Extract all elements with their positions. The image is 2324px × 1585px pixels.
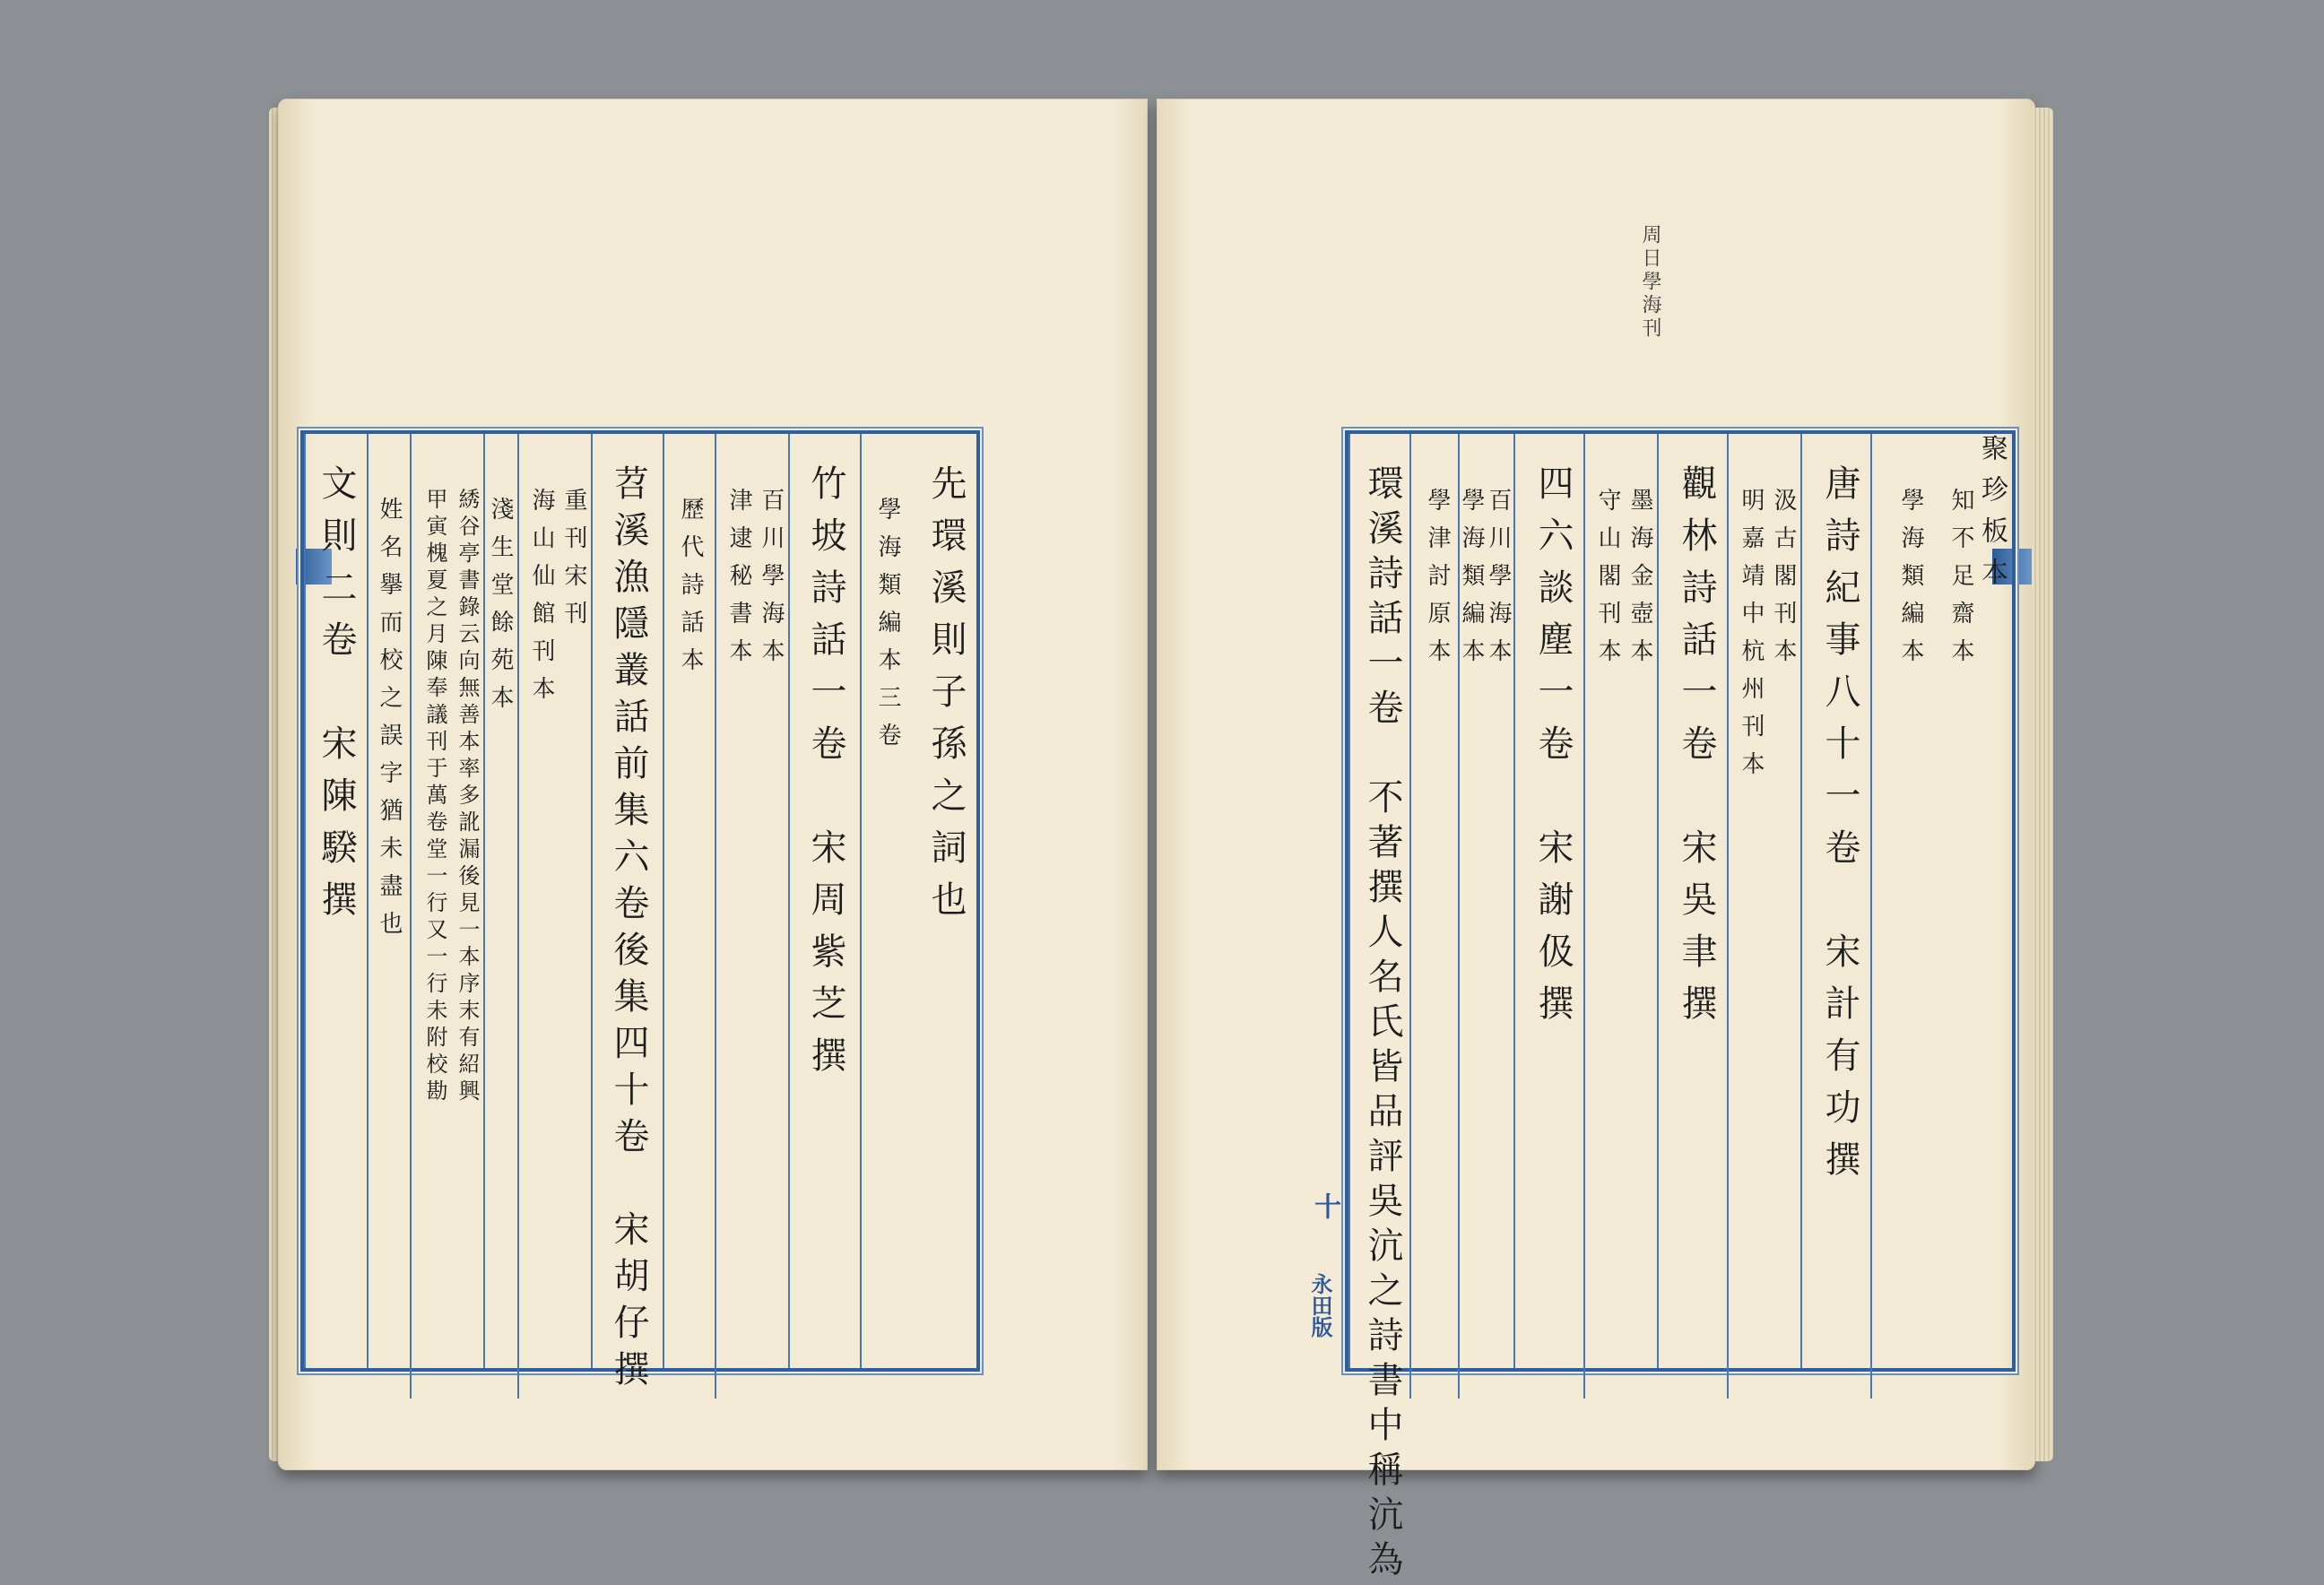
- header-note: 周日學海刊: [1639, 224, 1661, 341]
- text-column: [1870, 434, 1942, 1399]
- text-column: 環溪詩話一卷 不著撰人名氏皆品評吳沆之詩書中稱沆為: [1348, 434, 1411, 1368]
- column-text: 重刊宋刊: [560, 488, 587, 638]
- column-text: 汲古閣刊本: [1770, 488, 1797, 676]
- column-text: 綉谷亭書錄云向無善本率多訛漏後見一本序末有紹興: [455, 488, 480, 1106]
- text-column: 姓名擧而校之誤字猶未盡也: [367, 434, 412, 1368]
- text-column: [517, 434, 591, 1399]
- text-column: [1583, 434, 1657, 1399]
- column-text: 學津討原本: [1424, 488, 1451, 676]
- column-subtext: 學海類編本: [1458, 488, 1485, 676]
- right-page-edge: [2032, 108, 2053, 1461]
- text-column: 學海類編本三卷: [860, 434, 914, 1368]
- text-column: [1942, 434, 2012, 1399]
- text-column: 歷代詩話本: [663, 434, 716, 1368]
- text-column: 先環溪則子孫之詞也: [925, 464, 967, 932]
- text-column: 淺生堂餘苑本: [483, 434, 519, 1368]
- text-column: [1727, 434, 1800, 1399]
- column-subtext: 海山仙館刊本: [528, 488, 555, 714]
- folio-number: 十: [1309, 1192, 1340, 1219]
- column-text: 聚珍板本: [1976, 434, 2007, 599]
- column-text: 百川學海本: [1485, 488, 1512, 676]
- column-text: 墨海金壺本: [1626, 488, 1653, 676]
- column-subtext: 津逮秘書本: [725, 488, 752, 676]
- column-subtext: 甲寅槐夏之月陳奉議刊于萬卷堂一行又一行未附校勘: [422, 488, 447, 1106]
- right-text-frame: [1345, 430, 2016, 1585]
- column-subtext: 守山閣刊本: [1594, 488, 1621, 676]
- column-text: 百川學海本: [758, 488, 785, 676]
- text-column: [410, 434, 483, 1399]
- column-subtext: 知不足齋本: [1947, 488, 1974, 676]
- folio-label: 永田版: [1307, 1273, 1333, 1338]
- text-column: [1458, 434, 1513, 1399]
- text-column: 竹坡詩話一卷 宋周紫芝撰: [788, 434, 860, 1368]
- left-text-frame: [300, 430, 980, 1397]
- column-subtext: 學海類編本: [1897, 488, 1924, 676]
- text-column: 唐詩紀事八十一卷 宋計有功撰: [1800, 434, 1872, 1368]
- text-column: 觀林詩話一卷 宋吳聿撰: [1657, 434, 1729, 1368]
- text-column: 苕溪漁隱叢話前集六卷後集四十卷 宋胡仔撰: [591, 434, 663, 1368]
- text-column: [1409, 434, 1460, 1399]
- column-subtext: 明嘉靖中杭州刊本: [1738, 488, 1765, 789]
- text-column: 文則二卷 宋陳騤撰: [304, 434, 367, 1368]
- text-column: [715, 434, 788, 1399]
- text-column: 四六談塵一卷 宋謝伋撰: [1513, 434, 1585, 1368]
